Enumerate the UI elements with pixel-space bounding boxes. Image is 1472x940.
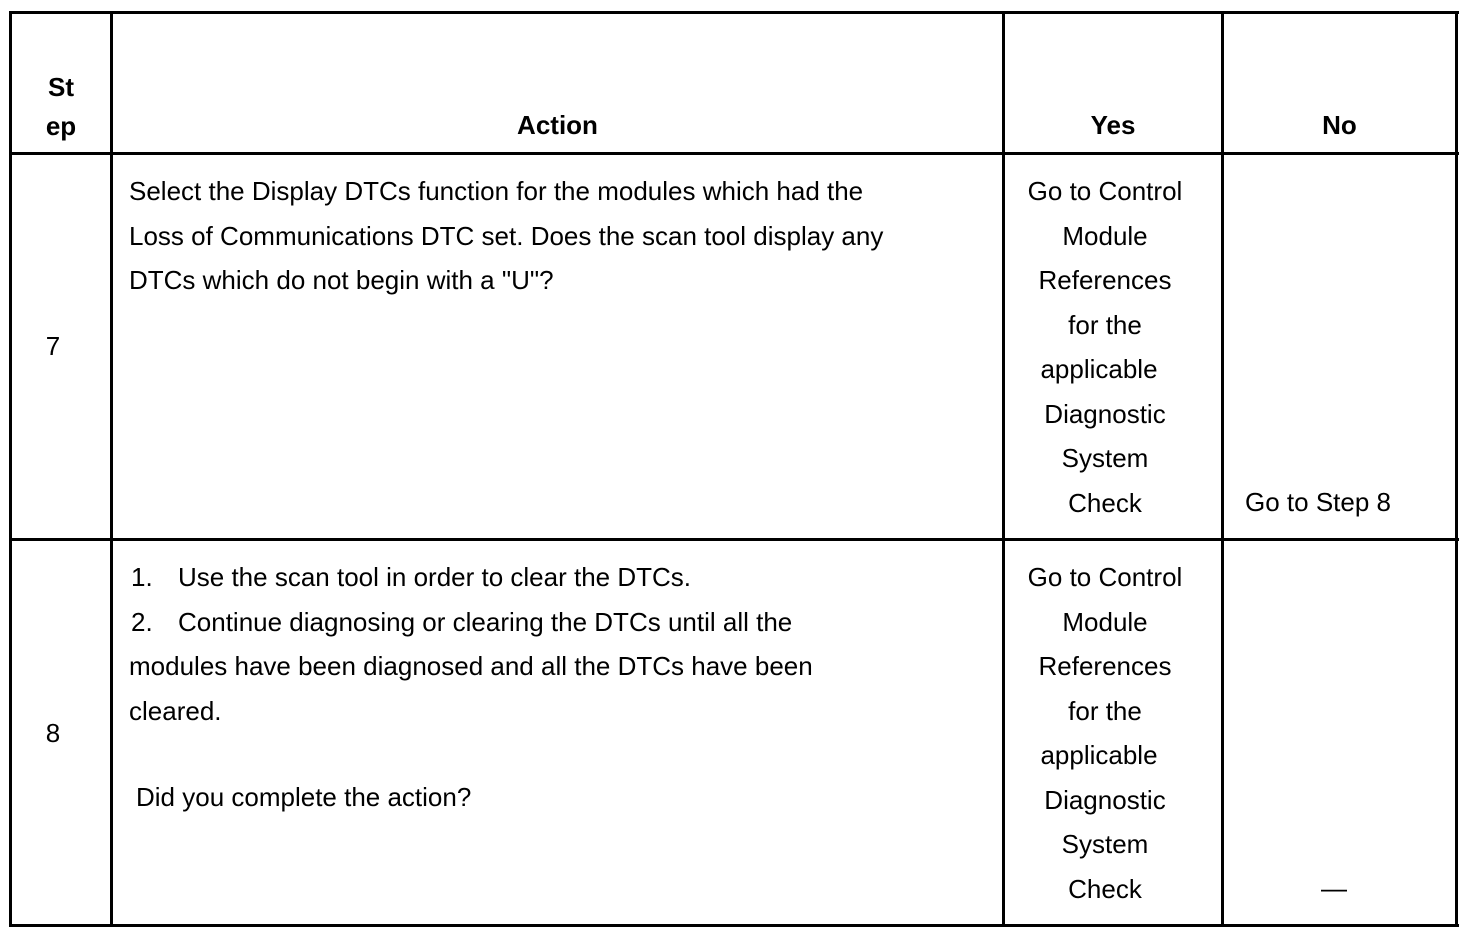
action-line: Loss of Communications DTC set. Does the scan tool display any: [129, 220, 884, 251]
yes-line: Go to Control: [1027, 562, 1183, 592]
list-text: Use the scan tool in order to clear the DTCs.: [178, 562, 692, 592]
yes-line: System: [1061, 443, 1149, 473]
yes-text: [1005, 555, 1205, 911]
header-no: No: [1322, 110, 1357, 140]
yes-line: Check: [1068, 487, 1142, 518]
action-line: modules have been diagnosed and all the DTCs have been: [129, 651, 813, 681]
list-text: Continue diagnosing or clearing the DTCs until all the: [178, 606, 793, 637]
list-number: 2.: [131, 606, 153, 637]
border-bottom: [9, 924, 1459, 927]
yes-text: [1005, 169, 1205, 525]
action-list-item: [129, 555, 813, 600]
border-header-bottom: [9, 152, 1459, 155]
yes-line: Module: [1062, 606, 1148, 637]
border-right: [1455, 11, 1458, 927]
no-text: Go to Step 8: [1245, 487, 1391, 517]
no-text: —: [1321, 873, 1347, 903]
border-top: [9, 11, 1459, 14]
header-step-line1: St: [48, 72, 74, 102]
header-step-line2: ep: [45, 111, 77, 141]
action-line: DTCs which do not begin with a "U"?: [129, 265, 554, 295]
yes-line: References: [1038, 265, 1172, 295]
list-number: 1.: [131, 562, 153, 592]
border-col-step: [110, 11, 113, 927]
yes-line: System: [1061, 829, 1149, 859]
yes-line: Module: [1062, 220, 1148, 251]
yes-line: applicable: [1040, 740, 1158, 770]
yes-line: Diagnostic: [1044, 398, 1166, 429]
yes-line: applicable: [1040, 354, 1158, 384]
yes-line: Go to Control: [1027, 176, 1183, 206]
action-list-item: [129, 600, 813, 645]
yes-line: Diagnostic: [1044, 784, 1166, 815]
border-left: [9, 11, 12, 927]
border-col-yes: [1221, 11, 1224, 927]
yes-line: for the: [1068, 309, 1142, 340]
border-row7-bottom: [9, 538, 1459, 541]
yes-line: References: [1038, 651, 1172, 681]
action-text: [129, 169, 883, 303]
header-yes: Yes: [1090, 110, 1136, 140]
action-line: cleared.: [129, 695, 222, 726]
action-line: Select the Display DTCs function for the modules which had the: [129, 176, 864, 206]
header-step: [12, 68, 110, 146]
header-action: Action: [517, 110, 598, 140]
yes-line: for the: [1068, 695, 1142, 726]
step-number: 8: [45, 718, 61, 748]
yes-line: Check: [1068, 873, 1142, 904]
action-text: [129, 555, 813, 820]
action-question: Did you complete the action?: [136, 782, 472, 812]
step-number: 7: [45, 331, 61, 361]
